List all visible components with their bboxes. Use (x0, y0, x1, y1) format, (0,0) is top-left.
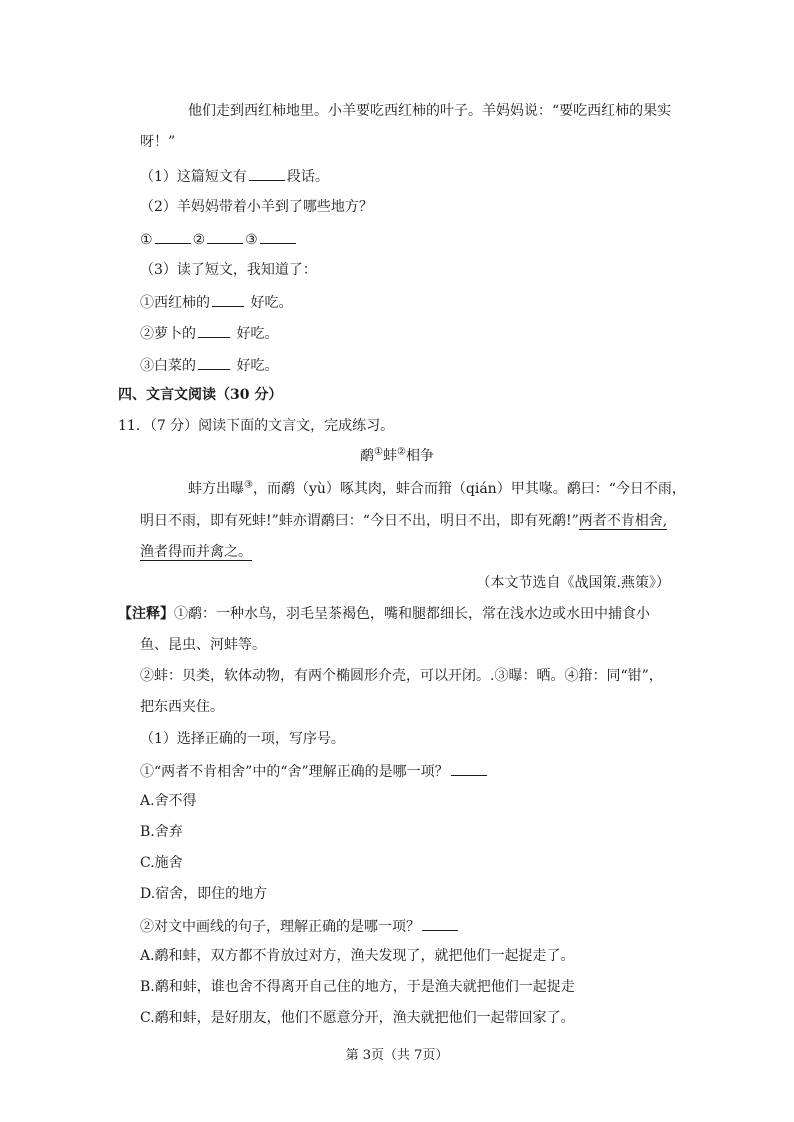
passage-line: 他们走到西红柿地里。小羊要吃西红柿的叶子。羊妈妈说：“要吃西红柿的果实 (188, 103, 672, 119)
section-heading: 四、文言文阅读（30 分） (118, 387, 283, 403)
title-part: 蚌 (383, 448, 397, 464)
answer-blank[interactable] (155, 229, 191, 244)
item-suffix: 好吃。 (232, 326, 279, 342)
option[interactable]: D.宿舍，即住的地方 (140, 886, 268, 902)
annotation: 把东西夹住。 (140, 699, 224, 715)
title-part: 相争 (405, 448, 434, 464)
passage-line (188, 480, 728, 498)
question-2-answers (140, 229, 680, 249)
question-3: （3）读了短文，我知道了： (140, 262, 317, 278)
question-3-item (140, 323, 680, 343)
answer-blank[interactable] (422, 916, 458, 931)
passage-line (140, 543, 680, 561)
annotation: ②蚌：贝类，软体动物，有两个椭圆形介壳，可以开闭。.③曝：晒。④箝：同“钳”， (140, 668, 663, 684)
annotation-tag: 【注释】 (118, 606, 174, 622)
marker: ③ (245, 232, 258, 248)
answer-blank[interactable] (198, 355, 230, 370)
annotation (118, 605, 658, 623)
answer-blank[interactable] (451, 761, 487, 776)
annotation-text: ①鹬：一种水鸟，羽毛呈茶褐色，嘴和腿都细长，常在浅水边或水田中捕食小 (174, 606, 650, 622)
answer-blank[interactable] (198, 323, 230, 338)
page-footer: 第 3页（共 7页） (345, 1048, 449, 1063)
marker: ① (140, 232, 153, 248)
item-suffix: 好吃。 (246, 295, 293, 311)
note-marker: ② (397, 446, 406, 458)
passage-line: 呀！” (140, 134, 176, 150)
question-b (140, 916, 680, 936)
item-suffix: 好吃。 (232, 358, 279, 374)
text-part: ，而鹬（yù）啄其肉，蚌合而箝（qián）甲其喙。鹬曰：“今日不雨， (252, 481, 686, 497)
passage-line (140, 512, 680, 530)
passage-title (0, 447, 794, 465)
question-3-item (140, 355, 680, 375)
note-marker: ① (374, 446, 383, 458)
underlined-sentence: 渔者得而并禽之。 (140, 544, 252, 560)
option[interactable]: C.施舍 (140, 855, 183, 871)
option[interactable]: A.鹬和蚌，双方都不肯放过对方，渔夫发现了，就把他们一起捉走了。 (140, 948, 575, 964)
note-marker: ③ (244, 479, 253, 491)
question-1-suffix: 段话。 (286, 169, 329, 185)
item-text: ①西红柿的 (140, 295, 210, 311)
answer-blank[interactable] (260, 229, 296, 244)
sub-question: （1）选择正确的一项，写序号。 (140, 731, 345, 747)
question-1 (140, 166, 680, 186)
question-a (140, 761, 680, 781)
option[interactable]: A.舍不得 (140, 793, 197, 809)
underlined-sentence: 两者不肯相舍, (578, 513, 668, 529)
question-3-item (140, 292, 680, 312)
question-1-text: （1）这篇短文有 (140, 169, 247, 185)
annotation: 鱼、昆虫、河蚌等。 (140, 637, 266, 653)
title-part: 鹬 (360, 448, 375, 464)
text-part: 蚌方出曝 (188, 481, 244, 497)
answer-blank[interactable] (207, 229, 243, 244)
option[interactable]: B.舍弃 (140, 824, 183, 840)
source-citation: （本文节选自《战国策.燕策》） (476, 575, 670, 591)
item-text: ②萝卜的 (140, 326, 196, 342)
answer-blank[interactable] (249, 166, 285, 181)
question-text: ②对文中画线的句子，理解正确的是哪一项？ (140, 919, 420, 935)
question-11-intro: 11．（7 分）阅读下面的文言文，完成练习。 (118, 418, 395, 434)
question-2: （2）羊妈妈带着小羊到了哪些地方？ (140, 199, 373, 215)
option[interactable]: B.鹬和蚌，谁也舍不得离开自己住的地方，于是渔夫就把他们一起捉走 (140, 979, 575, 995)
text-part: 明日不雨，即有死蚌!”蚌亦谓鹬曰：“今日不出，明日不出，即有死鹬!” (140, 513, 579, 529)
question-text: ①“两者不肯相舍”中的“舍”理解正确的是哪一项？ (140, 764, 449, 780)
answer-blank[interactable] (212, 292, 244, 307)
item-text: ③白菜的 (140, 358, 196, 374)
marker: ② (192, 232, 206, 248)
option[interactable]: C.鹬和蚌，是好朋友，他们不愿意分开，渔夫就把他们一起带回家了。 (140, 1010, 575, 1026)
